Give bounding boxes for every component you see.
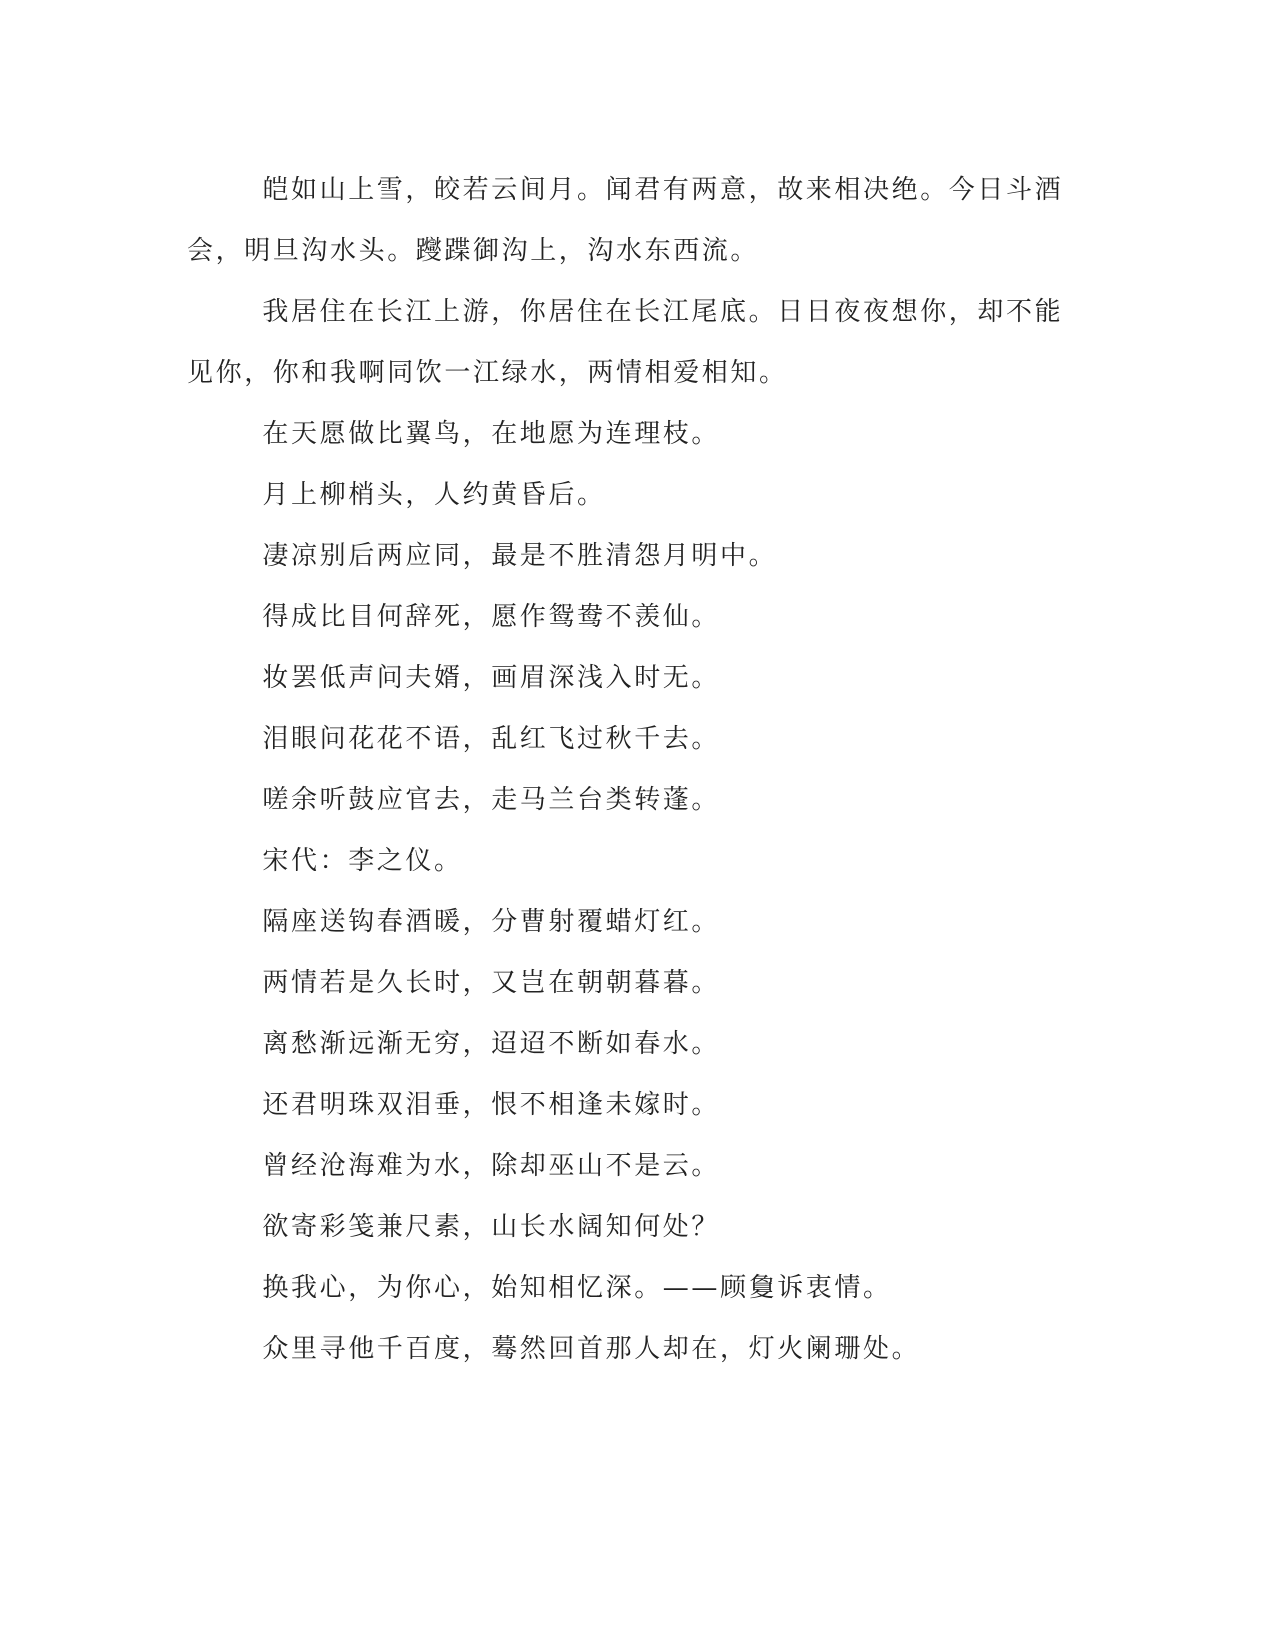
paragraph: 月上柳梢头，人约黄昏后。 — [262, 480, 606, 510]
paragraph: 还君明珠双泪垂，恨不相逢未嫁时。 — [262, 1090, 720, 1120]
paragraph: 宋代：李之仪。 — [262, 846, 463, 876]
paragraph: 隔座送钩春酒暖，分曹射覆蜡灯红。 — [262, 907, 720, 937]
paragraph: 曾经沧海难为水，除却巫山不是云。 — [262, 1151, 720, 1181]
paragraph: 离愁渐远渐无穷，迢迢不断如春水。 — [262, 1029, 720, 1059]
paragraph: 皑如山上雪，皎若云间月。闻君有两意，故来相决绝。今日斗酒会，明旦沟水头。躞蹀御沟上，沟水东西流。 — [187, 175, 1064, 266]
document-body — [187, 160, 1072, 1380]
paragraph: 妆罢低声问夫婿，画眉深浅入时无。 — [262, 663, 720, 693]
paragraph: 欲寄彩笺兼尺素，山长水阔知何处？ — [262, 1212, 720, 1242]
paragraph: 凄凉别后两应同，最是不胜清怨月明中。 — [262, 541, 778, 571]
paragraph: 众里寻他千百度，蓦然回首那人却在，灯火阑珊处。 — [262, 1334, 921, 1364]
paragraph: 嗟余听鼓应官去，走马兰台类转蓬。 — [262, 785, 720, 815]
paragraph: 换我心，为你心，始知相忆深。——顾敻诉衷情。 — [262, 1273, 892, 1303]
paragraph: 两情若是久长时，又岂在朝朝暮暮。 — [262, 968, 720, 998]
paragraph: 我居住在长江上游，你居住在长江尾底。日日夜夜想你，却不能见你，你和我啊同饮一江绿水，两情相爱相知。 — [187, 297, 1064, 388]
paragraph: 泪眼问花花不语，乱红飞过秋千去。 — [262, 724, 720, 754]
paragraph: 得成比目何辞死，愿作鸳鸯不羡仙。 — [262, 602, 720, 632]
paragraph: 在天愿做比翼鸟，在地愿为连理枝。 — [262, 419, 720, 449]
